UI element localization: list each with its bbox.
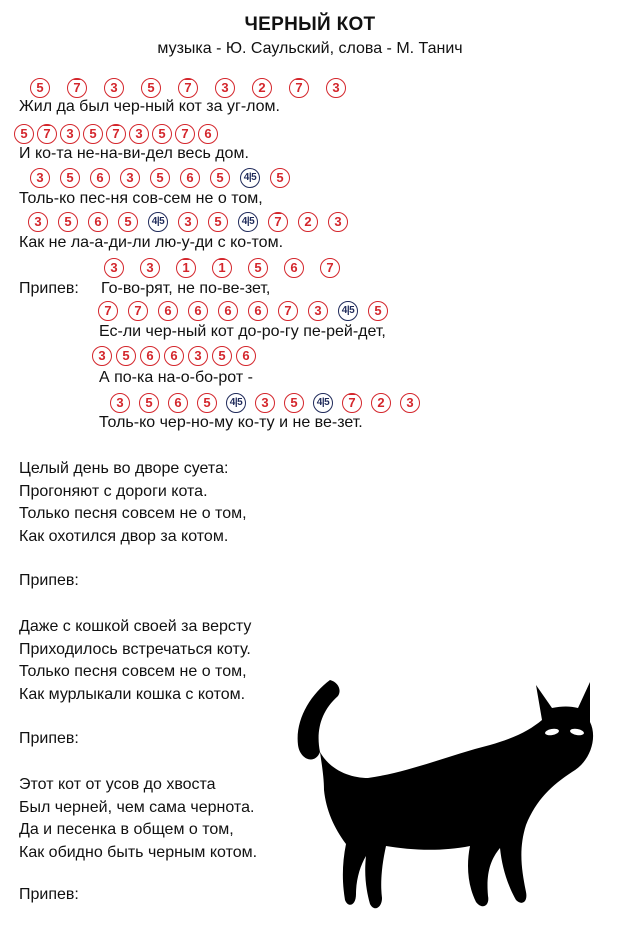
lyric-line: Целый день во дворе суета: [19, 460, 229, 477]
verse-4 [19, 774, 257, 864]
lyric-line: Приходилось встречаться коту. [19, 640, 251, 658]
note-circle: 5 [83, 124, 103, 144]
lyric-line: Да и песенка в общем о том, [19, 821, 234, 838]
song-credits: музыка - Ю. Саульский, слова - М. Танич [157, 40, 463, 57]
note-circle: 5 [152, 124, 172, 144]
lyric-line: Ес-ли чер-ный кот до-ро-гу пе-рей-дет, [99, 323, 386, 340]
note-row [30, 78, 360, 100]
lyric-line: Как не ла-а-ди-ли лю-у-ди с ко-том. [19, 234, 284, 251]
note-circle: 7 [320, 258, 340, 278]
note-circle: 3 [60, 124, 80, 144]
note-row [30, 168, 360, 190]
note-circle: 5 [30, 78, 50, 98]
note-circle: 3 [308, 301, 328, 321]
note-circle: 4|5 [148, 212, 168, 232]
note-circle: 7 [98, 301, 118, 321]
note-circle: 3 [92, 346, 112, 366]
note-circle: 5 [60, 168, 80, 188]
note-circle: 6 [164, 346, 184, 366]
verse-3 [19, 616, 251, 706]
note-circle: 5 [14, 124, 34, 144]
chorus-reference: Припев: [19, 730, 79, 747]
note-circle: 3 [104, 258, 124, 278]
note-circle: 6 [188, 301, 208, 321]
note-circle: 3 [328, 212, 348, 232]
note-circle: 5 [139, 393, 159, 413]
note-circle: 6 [158, 301, 178, 321]
note-circle: 7 [67, 78, 87, 98]
note-circle: 6 [88, 212, 108, 232]
note-circle: 5 [118, 212, 138, 232]
note-circle: 2 [298, 212, 318, 232]
note-circle: 6 [180, 168, 200, 188]
lyric-line: Как обидно быть черным котом. [19, 843, 258, 861]
note-circle: 5 [270, 168, 290, 188]
note-circle: 4|5 [313, 393, 333, 413]
note-circle: 2 [371, 393, 391, 413]
note-row [110, 393, 450, 415]
note-circle: 7 [268, 212, 288, 232]
black-cat-illustration [290, 660, 605, 920]
lyric-line: Толь-ко чер-но-му ко-ту и не ве-зет. [99, 414, 363, 431]
note-circle: 2 [252, 78, 272, 98]
lyric-line: А по-ка на-о-бо-рот - [99, 369, 253, 386]
note-circle: 6 [140, 346, 160, 366]
note-circle: 5 [58, 212, 78, 232]
note-circle: 3 [120, 168, 140, 188]
note-circle: 5 [141, 78, 161, 98]
note-circle: 4|5 [238, 212, 258, 232]
lyric-line: Только песня совсем не о том, [19, 663, 247, 680]
lyric-line: Жил да был чер-ный кот за уг-лом. [19, 98, 280, 115]
note-circle: 4|5 [226, 393, 246, 413]
lyric-line: Прогоняют с дороги кота. [19, 482, 208, 500]
note-circle: 5 [368, 301, 388, 321]
note-circle: 1 [176, 258, 196, 278]
chorus-reference: Припев: [19, 886, 79, 903]
note-circle: 6 [218, 301, 238, 321]
note-circle: 5 [210, 168, 230, 188]
note-circle: 7 [289, 78, 309, 98]
note-circle: 5 [150, 168, 170, 188]
chorus-reference: Припев: [19, 572, 79, 589]
note-circle: 3 [326, 78, 346, 98]
note-circle: 3 [104, 78, 124, 98]
note-row [104, 258, 434, 280]
note-circle: 4|5 [338, 301, 358, 321]
note-circle: 1 [212, 258, 232, 278]
note-circle: 7 [178, 78, 198, 98]
note-circle: 5 [208, 212, 228, 232]
note-row [98, 301, 458, 323]
note-circle: 5 [197, 393, 217, 413]
note-circle: 7 [128, 301, 148, 321]
note-circle: 7 [175, 124, 195, 144]
note-circle: 3 [129, 124, 149, 144]
note-circle: 7 [106, 124, 126, 144]
note-circle: 6 [236, 346, 256, 366]
note-circle: 5 [116, 346, 136, 366]
note-circle: 3 [255, 393, 275, 413]
lyric-line: Как охотился двор за котом. [19, 527, 229, 545]
lyric-line: Даже с кошкой своей за версту [19, 618, 252, 635]
note-circle: 5 [248, 258, 268, 278]
lyric-line: Был черней, чем сама чернота. [19, 798, 255, 816]
note-circle: 7 [37, 124, 57, 144]
note-circle: 3 [178, 212, 198, 232]
lyric-line: Как мурлыкали кошка с котом. [19, 685, 246, 703]
note-circle: 4|5 [240, 168, 260, 188]
lyric-line: Этот кот от усов до хвоста [19, 776, 216, 793]
note-row [14, 124, 344, 146]
note-circle: 3 [400, 393, 420, 413]
note-circle: 3 [110, 393, 130, 413]
note-circle: 3 [215, 78, 235, 98]
note-circle: 6 [168, 393, 188, 413]
note-circle: 6 [284, 258, 304, 278]
lyric-line: Толь-ко пес-ня сов-сем не о том, [19, 190, 263, 207]
note-row [92, 346, 422, 368]
lyric-line: Го-во-рят, не по-ве-зет, [101, 280, 271, 297]
verse-2 [19, 458, 247, 548]
note-circle: 5 [212, 346, 232, 366]
note-circle: 6 [198, 124, 218, 144]
note-circle: 6 [90, 168, 110, 188]
note-circle: 7 [342, 393, 362, 413]
note-circle: 7 [278, 301, 298, 321]
song-title: ЧЕРНЫЙ КОТ [244, 14, 376, 35]
note-circle: 3 [140, 258, 160, 278]
lyric-line: И ко-та не-на-ви-дел весь дом. [19, 145, 249, 162]
note-circle: 6 [248, 301, 268, 321]
note-circle: 3 [28, 212, 48, 232]
note-row [28, 212, 358, 234]
lyric-line: Только песня совсем не о том, [19, 505, 247, 522]
note-circle: 3 [188, 346, 208, 366]
chorus-label: Припев: [19, 280, 79, 297]
note-circle: 3 [30, 168, 50, 188]
note-circle: 5 [284, 393, 304, 413]
